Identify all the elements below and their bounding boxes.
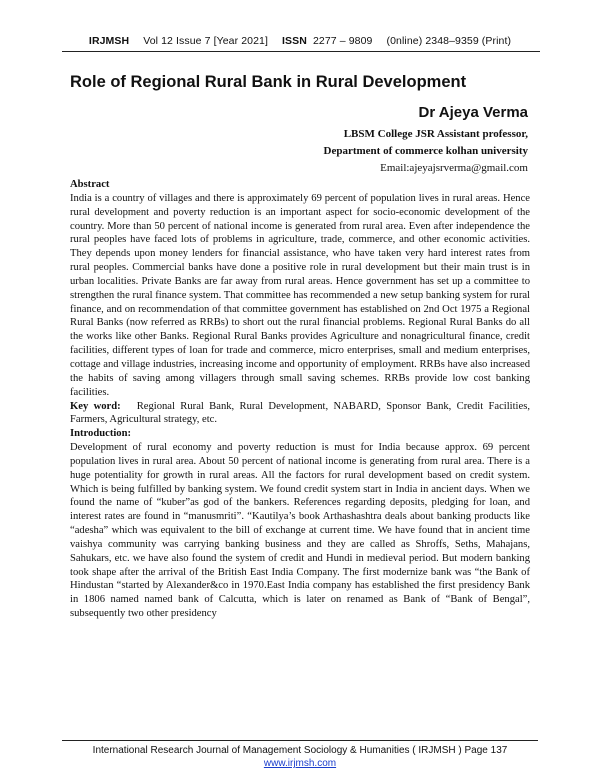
- keywords-text: Regional Rural Bank, Rural Development, NABARD, Sponsor Bank, Credit Facilities, Farmers, Agricultural strategy, etc.: [70, 400, 530, 426]
- header-rule: [62, 51, 540, 52]
- introduction-text: Development of rural economy and poverty reduction is must for India because approx. 69 percent population lives in rural area. About 50 percent of national income is generating from rural area. There is a huge potentiality for growth in rural areas. All the factors for rural development based on credit system. Which is being fulfilled by banking system. We found credit system start in India in ancient days. When we found the name of “kuber”as god of the bankers. References regarding deposits, pledging for loan, and interest rates are found in “manusmriti”. “Kautilya’s book Arthashashtra deals about banking products like “adesha” which was equivalent to the bill of exchange at current time. We have found that in ancient time vaishya community was carrying banking business and they are called as Shroffs, Seths, Mahajans, Sahukars, etc. we have also found the system of credit and Hundi in medieval period. But modern banking took shape after the arrival of the British East India Company. The first modernize bank was “the Bank of Hindustan “started by Alexander&co in 1970.East India company has established the first presidency Bank in 1806 named named bank of Calcutta, which is later on renamed as Bank of “Bank of Bengal”, subsequently two other presidency: [70, 442, 530, 620]
- running-header: [70, 35, 530, 47]
- paper-body: [70, 178, 530, 621]
- issn-print: 2277 – 9809: [312, 35, 373, 47]
- keywords-paragraph: [70, 400, 530, 428]
- issn-label: ISSN: [282, 35, 307, 47]
- author-name: Dr Ajeya Verma: [418, 104, 528, 121]
- author-email: Email:ajeyajsrverma@gmail.com: [380, 162, 528, 174]
- issn-online: (0nline) 2348–9359 (Print): [386, 35, 512, 47]
- introduction-heading: Introduction:: [70, 428, 132, 440]
- journal-abbrev: IRJMSH: [88, 35, 130, 47]
- author-affiliation-1: LBSM College JSR Assistant professor,: [343, 128, 528, 140]
- website-link[interactable]: www.irjmsh.com: [263, 758, 337, 769]
- abstract-heading: Abstract: [70, 179, 110, 190]
- keywords-label: Key word:: [70, 400, 121, 412]
- abstract-text: India is a country of villages and there is approximately 69 percent of population lives in rural areas. Hence rural development and poverty reduction is an important aspect for socio-economic development of the country. More than 50 percent of national income is generated from rural area. Even after independence the rural peoples have faced lots of problems in agriculture, trade, commerce, and other economic activities. They depends upon money lenders for financial assistance, who have taken very hard interest rates from rural peoples. Commercial banks have done a positive role in rural development but their main trust is in urban localities. Private Banks are far away from rural areas. Hence government has set up a committee to strengthen the rural finance system. That committee has recommended a new setup banking system for rural finance, and on recommendation of that committee government has established on 2nd Oct 1975 a Regional Rural Banks (now referred as RRBs) to short out the rural financial problems. Regional Rural Banks do all the works like other Banks. Regional Rural Banks provides Agriculture and nonagricultural finance, credit facilities, different types of loan for trade and commerce, micro enterprises, small and medium enterprises, cottage and village industries, increasing income and opportunity of employment. RRBs have also increased the habits of saving among villagers through small saving schemes. RRBs provide low cost banking facilities.: [70, 192, 530, 398]
- page-footer: [62, 740, 538, 770]
- paper-title: Role of Regional Rural Bank in Rural Development: [70, 73, 467, 91]
- volume-issue: Vol 12 Issue 7 [Year 2021]: [143, 35, 269, 47]
- author-affiliation-2: Department of commerce kolhan university: [323, 145, 528, 157]
- footer-journal-line: International Research Journal of Management Sociology & Humanities ( IRJMSH ) Page 137: [92, 745, 508, 756]
